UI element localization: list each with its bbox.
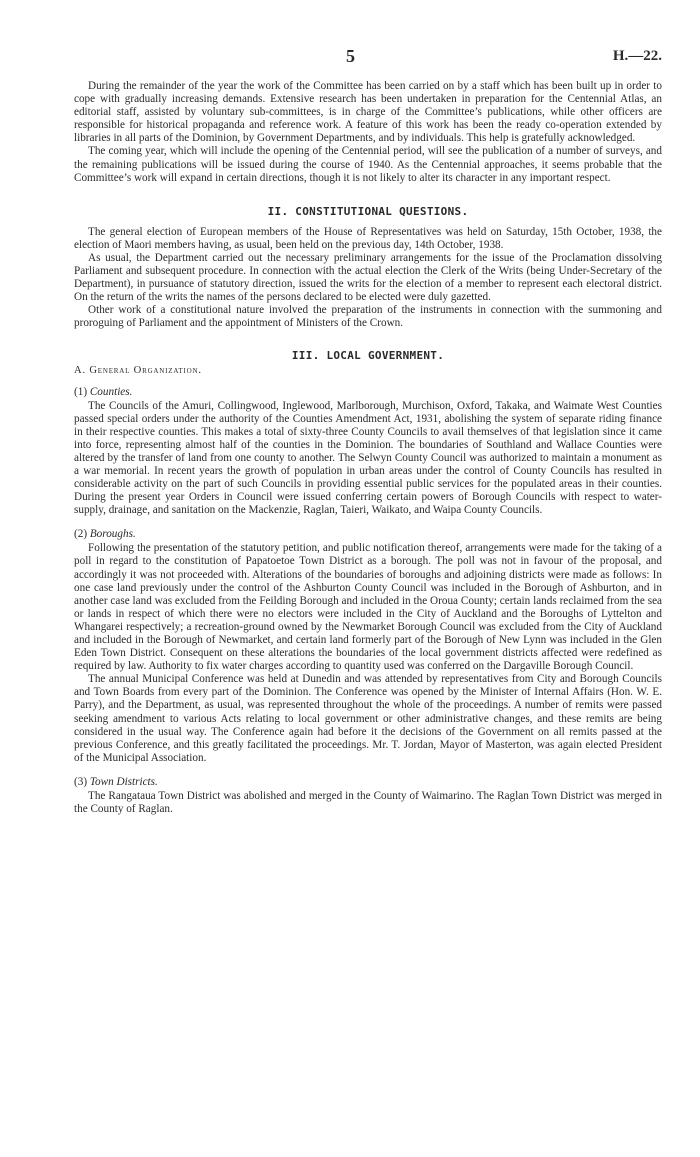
constitutional-questions-section [74, 205, 662, 331]
page-number: 5 [346, 46, 355, 66]
paragraph: Other work of a constitutional nature involved the preparation of the instruments in connection with the summoning and proroguing of Parliament and the appointment of Ministers of the Crown. [74, 304, 662, 330]
local-government-section [74, 349, 662, 817]
paragraph: The general election of European members of the House of Representatives was held on Saturday, 15th October, 1938, the election of Maori members having, as usual, been held on the previous day, 14th October, 1938. [74, 225, 662, 251]
boroughs-heading: (2) Boroughs. [74, 528, 136, 541]
section-heading: III. LOCAL GOVERNMENT. [291, 348, 445, 362]
town-districts-heading: (3) Town Districts. [74, 775, 158, 788]
document-page [74, 46, 662, 816]
paragraph: During the remainder of the year the work of the Committee has been carried on by a staff which has been built up in order to cope with gradually increasing demands. Extensive research has been undertaken in preparation for the Centennial Atlas, an editorial staff, assisted by voluntary sub-committees, is in charge of the Committee’s publications, while other officers are responsible for historical propaganda and reference work. A feature of this work has been the ready co-operation extended by libraries in all parts of the Dominion, by Government Departments, and by individuals. This help is gratefully acknowledged. [74, 80, 662, 145]
page-header [74, 46, 662, 70]
subsection-heading: A. General Organization. [74, 364, 202, 376]
paragraph: The Rangataua Town District was abolished and merged in the County of Waimarino. The Raglan Town District was merged in the County of Raglan. [74, 789, 662, 816]
paragraph: As usual, the Department carried out the necessary preliminary arrangements for the issue of the Proclamation dissolving Parliament and subsequent procedure. In connection with the actual election the Clerk of the Writs (being Under-Secretary of the Department), in pursuance of statutory direction, issued the writs for the election of a member to represent each electoral district. On the return of the writs the names of the persons declared to be elected were duly gazetted. [74, 251, 662, 304]
document-reference: H.—22. [612, 48, 662, 64]
section-heading: II. CONSTITUTIONAL QUESTIONS. [267, 204, 469, 218]
intro-section [74, 80, 662, 185]
counties-heading: (1) Counties. [74, 385, 133, 398]
paragraph: The coming year, which will include the opening of the Centennial period, will see the publication of a number of surveys, and the remaining publications will be issued during the course of 1940. As the Centennial approaches, it seems probable that the Committee’s work will expand in certain directions, though it is not likely to alter its character in any important respect. [74, 145, 662, 184]
paragraph: Following the presentation of the statutory petition, and public notification thereof, arrangements were made for the taking of a poll in regard to the constitution of Papatoetoe Town District as a borough. The poll was not in favour of the proposal, and accordingly it was not proceeded with. Alterations of the boundaries of boroughs and adjoining districts were made as follows: In one case land previously under the control of the Ashburton County Council was included in the Borough of Ashburton, and in another case land was excluded from the Feilding Borough and included in the Oroua County; certain lands reclaimed from the sea or lands in respect of which there were no electors were included in the City of Auckland and the Boroughs of Lyttelton and Whangarei respectively; a recreation-ground owned by the Newmarket Borough Council was excluded from the City of Auckland and included in the Borough of Newmarket, and certain land formerly part of the Borough of New Lynn was included in the Glen Eden Town District. Consequent on these alterations the boundaries of the local government districts affected were redefined as required by law. Authority to fix water charges according to quantity used was conferred on the Dargaville Borough Council. [74, 542, 662, 673]
paragraph: The annual Municipal Conference was held at Dunedin and was attended by representatives from City and Borough Councils and Town Boards from every part of the Dominion. The Conference was opened by the Minister of Internal Affairs (Hon. W. E. Parry), and the Department, as usual, was represented throughout the whole of the proceedings. A number of remits were passed seeking amendment to various Acts relating to local government or other administrative changes, and these remits are being considered in the usual way. The Conference again had before it the decisions of the Government on all remits passed at the previous Conference, and this greatly facilitated the proceedings. Mr. T. Jordan, Mayor of Masterton, was again elected President of the Municipal Association. [74, 673, 662, 764]
paragraph: The Councils of the Amuri, Collingwood, Inglewood, Marlborough, Murchison, Oxford, Takaka, and Waimate West Counties passed special orders under the authority of the Counties Amendment Act, 1931, abolishing the system of separate riding finance in their respective counties. This makes a total of sixty-three County Councils to avail themselves of that legislation since it came into force, representing almost half of the counties in the Dominion. The boundaries of Southland and Wallace Counties were altered by the transfer of land from one county to another. The Selwyn County Council was authorized to maintain a monument as a war memorial. In recent years the growth of population in urban areas under the control of County Councils has resulted in considerable activity on the part of such Councils in providing essential public services for the populated areas in their counties. During the present year Orders in Council were issued conferring certain powers of Borough Councils with respect to water-supply, drainage, and sanitation on the Mackenzie, Raglan, Taieri, Waikato, and Waipa County Councils. [74, 399, 662, 517]
